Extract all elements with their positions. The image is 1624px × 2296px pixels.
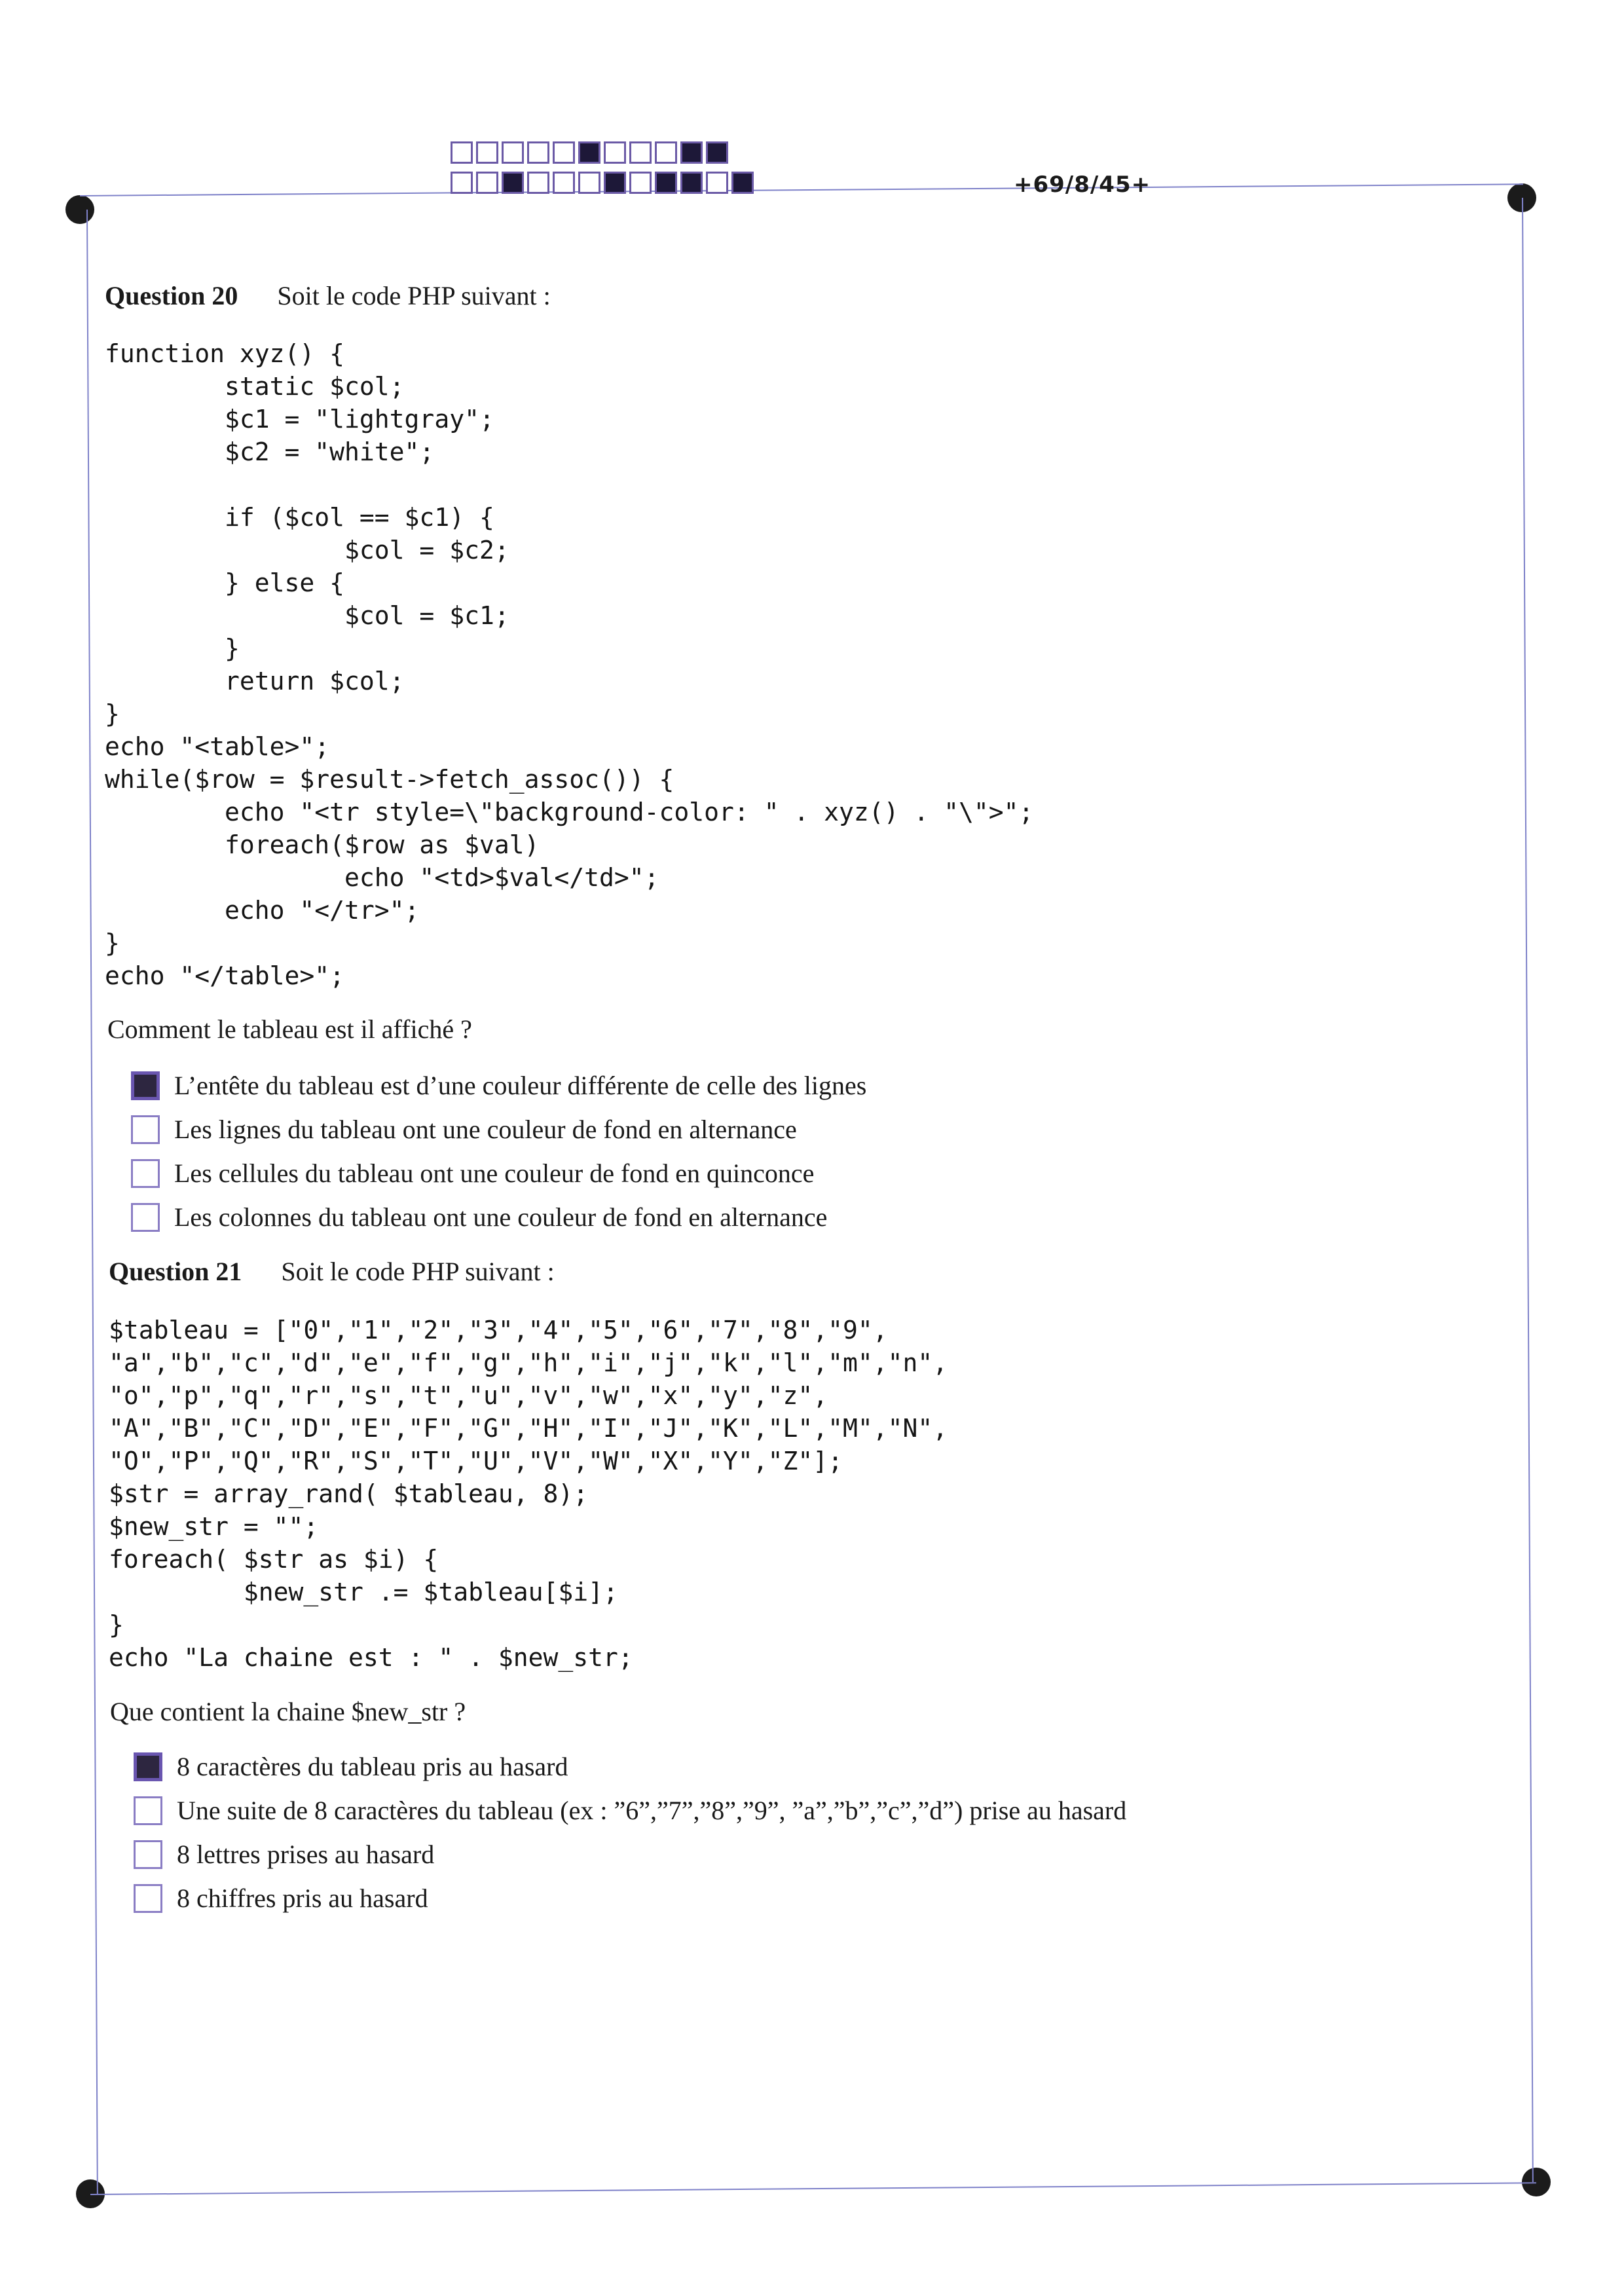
code-bit	[680, 141, 703, 164]
code-bit	[451, 141, 473, 164]
code-bit	[655, 172, 677, 194]
answer-checkbox[interactable]	[131, 1159, 160, 1188]
question-title: Soit le code PHP suivant :	[281, 1257, 555, 1286]
code-bit	[706, 172, 728, 194]
question-number: Question 20	[105, 281, 238, 310]
question-20-prompt: Comment le tableau est il affiché ?	[107, 1014, 472, 1044]
code-bit	[629, 141, 652, 164]
answer-label: 8 lettres prises au hasard	[177, 1840, 435, 1869]
question-20-header	[105, 280, 551, 311]
code-bit	[578, 172, 600, 194]
code-bit	[502, 141, 524, 164]
binary-code-strip	[451, 141, 757, 202]
frame-line-right	[1522, 198, 1534, 2182]
question-21-prompt: Que contient la chaine $new_str ?	[110, 1697, 466, 1726]
answer-option	[131, 1195, 866, 1239]
answer-checkbox[interactable]	[131, 1115, 160, 1144]
code-bit	[604, 141, 626, 164]
code-bit	[553, 141, 575, 164]
answer-checkbox[interactable]	[134, 1752, 162, 1781]
answer-label: Une suite de 8 caractères du tableau (ex : ”6”,”7”,”8”,”9”, ”a”,”b”,”c”,”d”) prise au hasard	[177, 1796, 1127, 1825]
code-bit	[553, 172, 575, 194]
code-bit	[731, 172, 754, 194]
code-bit	[655, 141, 677, 164]
code-bit	[451, 172, 473, 194]
code-strip-row	[451, 141, 757, 168]
question-21-header	[109, 1256, 555, 1287]
answer-label: L’entête du tableau est d’une couleur différente de celle des lignes	[174, 1071, 867, 1100]
answer-option	[131, 1064, 866, 1107]
answer-label: Les lignes du tableau ont une couleur de fond en alternance	[174, 1115, 797, 1144]
question-20-code: function xyz() { static $col; $c1 = "lightgray"; $c2 = "white"; if ($col == $c1) { $col = $c2; } else { $col = $c1; } return $col; } echo "<table>"; while($row = $result->fetch_assoc()) { echo "<tr style=\"background-color: " . xyz() . "\">"; foreach($row as $val) echo "<td>$val</td>"; echo "</tr>"; } echo "</table>";	[105, 339, 1034, 990]
frame-line-left	[86, 210, 98, 2194]
answer-label: Les cellules du tableau ont une couleur de fond en quinconce	[174, 1158, 815, 1188]
code-strip-row	[451, 172, 757, 198]
code-bit	[604, 172, 626, 194]
answer-option	[134, 1788, 1126, 1832]
code-bit	[680, 172, 703, 194]
answer-label: 8 chiffres pris au hasard	[177, 1883, 428, 1913]
code-bit	[578, 141, 600, 164]
question-title: Soit le code PHP suivant :	[277, 281, 551, 310]
answer-label: 8 caractères du tableau pris au hasard	[177, 1752, 568, 1781]
question-20-answers	[131, 1064, 866, 1239]
code-bit	[527, 172, 549, 194]
code-bit	[502, 172, 524, 194]
page-id: +69/8/45+	[1014, 172, 1151, 198]
code-bit	[476, 172, 498, 194]
code-bit	[706, 141, 728, 164]
frame-line-top	[80, 183, 1523, 196]
answer-checkbox[interactable]	[134, 1884, 162, 1913]
registration-mark-top-left	[65, 195, 94, 224]
answer-option	[134, 1876, 1126, 1920]
question-number: Question 21	[109, 1257, 242, 1286]
answer-option	[131, 1107, 866, 1151]
code-bit	[476, 141, 498, 164]
answer-label: Les colonnes du tableau ont une couleur de fond en alternance	[174, 1202, 828, 1232]
code-bit	[527, 141, 549, 164]
answer-checkbox[interactable]	[131, 1203, 160, 1232]
answer-option	[134, 1745, 1126, 1788]
question-21-code: $tableau = ["0","1","2","3","4","5","6","7","8","9", "a","b","c","d","e","f","g","h","i","j","k","l","m","n", "o","p","q","r","s","t","u","v","w","x","y","z", "A","B","C","D","E","F","G","H","I","J","K","L","M","N", "O","P","Q","R","S","T","U","V","W","X","Y","Z"]; $str = array_rand( $tableau, 8); $new_str = ""; foreach( $str as $i) { $new_str .= $tableau[$i]; } echo "La chaine est : " . $new_str;	[109, 1316, 948, 1672]
answer-option	[134, 1832, 1126, 1876]
code-bit	[629, 172, 652, 194]
answer-checkbox[interactable]	[134, 1796, 162, 1825]
frame-line-bottom	[90, 2182, 1536, 2195]
question-21-answers	[134, 1745, 1126, 1920]
answer-option	[131, 1151, 866, 1195]
answer-checkbox[interactable]	[131, 1071, 160, 1100]
answer-checkbox[interactable]	[134, 1840, 162, 1869]
